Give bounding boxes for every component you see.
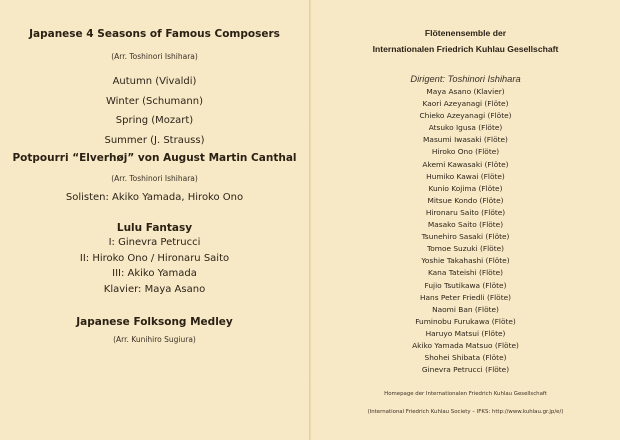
member-item: Maya Asano (Klavier) <box>426 87 505 96</box>
piece-item: Summer (J. Strauss) <box>104 134 205 146</box>
section3-title: Lulu Fantasy <box>116 222 193 234</box>
member-item: Haruyo Matsui (Flöte) <box>425 328 506 338</box>
member-list <box>311 86 620 376</box>
member-item: Kana Tateishi (Flöte) <box>427 268 504 278</box>
member-item: Tomoe Suzuki (Flöte) <box>426 244 505 254</box>
lulu-line: Klavier: Maya Asano <box>103 283 206 295</box>
right-page <box>311 0 620 440</box>
member-item: Hans Peter Friedli (Flöte) <box>419 292 512 302</box>
member-item: Chieko Azeyanagi (Flöte) <box>419 111 512 121</box>
member-item: Masako Saito (Flöte) <box>427 220 504 230</box>
section1-pieces <box>0 72 309 150</box>
member-item: Mitsue Kondo (Flöte) <box>427 195 504 205</box>
member-item: Hiroko Ono (Flöte) <box>431 147 500 157</box>
section1-title: Japanese 4 Seasons of Famous Composers <box>29 28 280 40</box>
member-item: Naomi Ban (Flöte) <box>432 304 499 314</box>
member-item: Kaori Azeyanagi (Flöte) <box>422 99 509 109</box>
member-item: Tsunehiro Sasaki (Flöte) <box>421 232 510 242</box>
member-item: Masumi Iwasaki (Flöte) <box>423 135 508 145</box>
section3-lines <box>0 235 309 297</box>
lulu-line: III: Akiko Yamada <box>112 268 197 279</box>
section2-soloists: Solisten: Akiko Yamada, Hiroko Ono <box>65 192 244 203</box>
member-item: Yoshie Takahashi (Flöte) <box>421 256 510 266</box>
piece-item: Autumn (Vivaldi) <box>112 76 197 87</box>
member-item: Shohei Shibata (Flöte) <box>424 353 507 363</box>
section4-title: Japanese Folksong Medley <box>76 316 233 328</box>
member-item: Fuminobu Furukawa (Flöte) <box>415 316 516 326</box>
member-item: Hironaru Saito (Flöte) <box>425 207 506 217</box>
ensemble-title-line2: Internationalen Friedrich Kuhlau Gesellschaft <box>372 44 559 54</box>
dirigent: Dirigent: Toshinori Ishihara <box>410 74 521 84</box>
member-item: Akemi Kawasaki (Flöte) <box>422 159 509 169</box>
piece-item: Spring (Mozart) <box>115 115 194 126</box>
member-item: Kunio Kojima (Flöte) <box>428 183 503 193</box>
section1-arranger: (Arr. Toshinori Ishihara) <box>111 52 198 61</box>
ensemble-title-line1: Flötenensemble der <box>424 28 507 38</box>
footer-society: (International Friedrich Kuhlau Society – IFKS: http://www.kuhlau.gr.jp/e/) <box>367 409 564 415</box>
member-item: Akiko Yamada Matsuo (Flöte) <box>412 340 519 350</box>
member-item: Ginevra Petrucci (Flöte) <box>421 365 510 375</box>
section4-arranger: (Arr. Kunihiro Sugiura) <box>113 335 196 344</box>
lulu-line: I: Ginevra Petrucci <box>108 237 201 248</box>
member-item: Atsuko Igusa (Flöte) <box>428 123 503 133</box>
footer-homepage: Homepage der Internationalen Friedrich Kuhlau Gesellschaft <box>384 391 547 397</box>
lulu-line: II: Hiroko Ono / Hironaru Saito <box>79 252 230 264</box>
member-item: Humiko Kawai (Flöte) <box>426 171 505 181</box>
piece-item: Winter (Schumann) <box>105 95 204 107</box>
member-item: Fujio Tsutikawa (Flöte) <box>424 280 507 290</box>
section2-title: Potpourri “Elverhøj” von August Martin Canthal <box>12 152 297 164</box>
section2-arranger: (Arr. Toshinori Ishihara) <box>111 174 198 183</box>
left-page <box>0 0 309 440</box>
